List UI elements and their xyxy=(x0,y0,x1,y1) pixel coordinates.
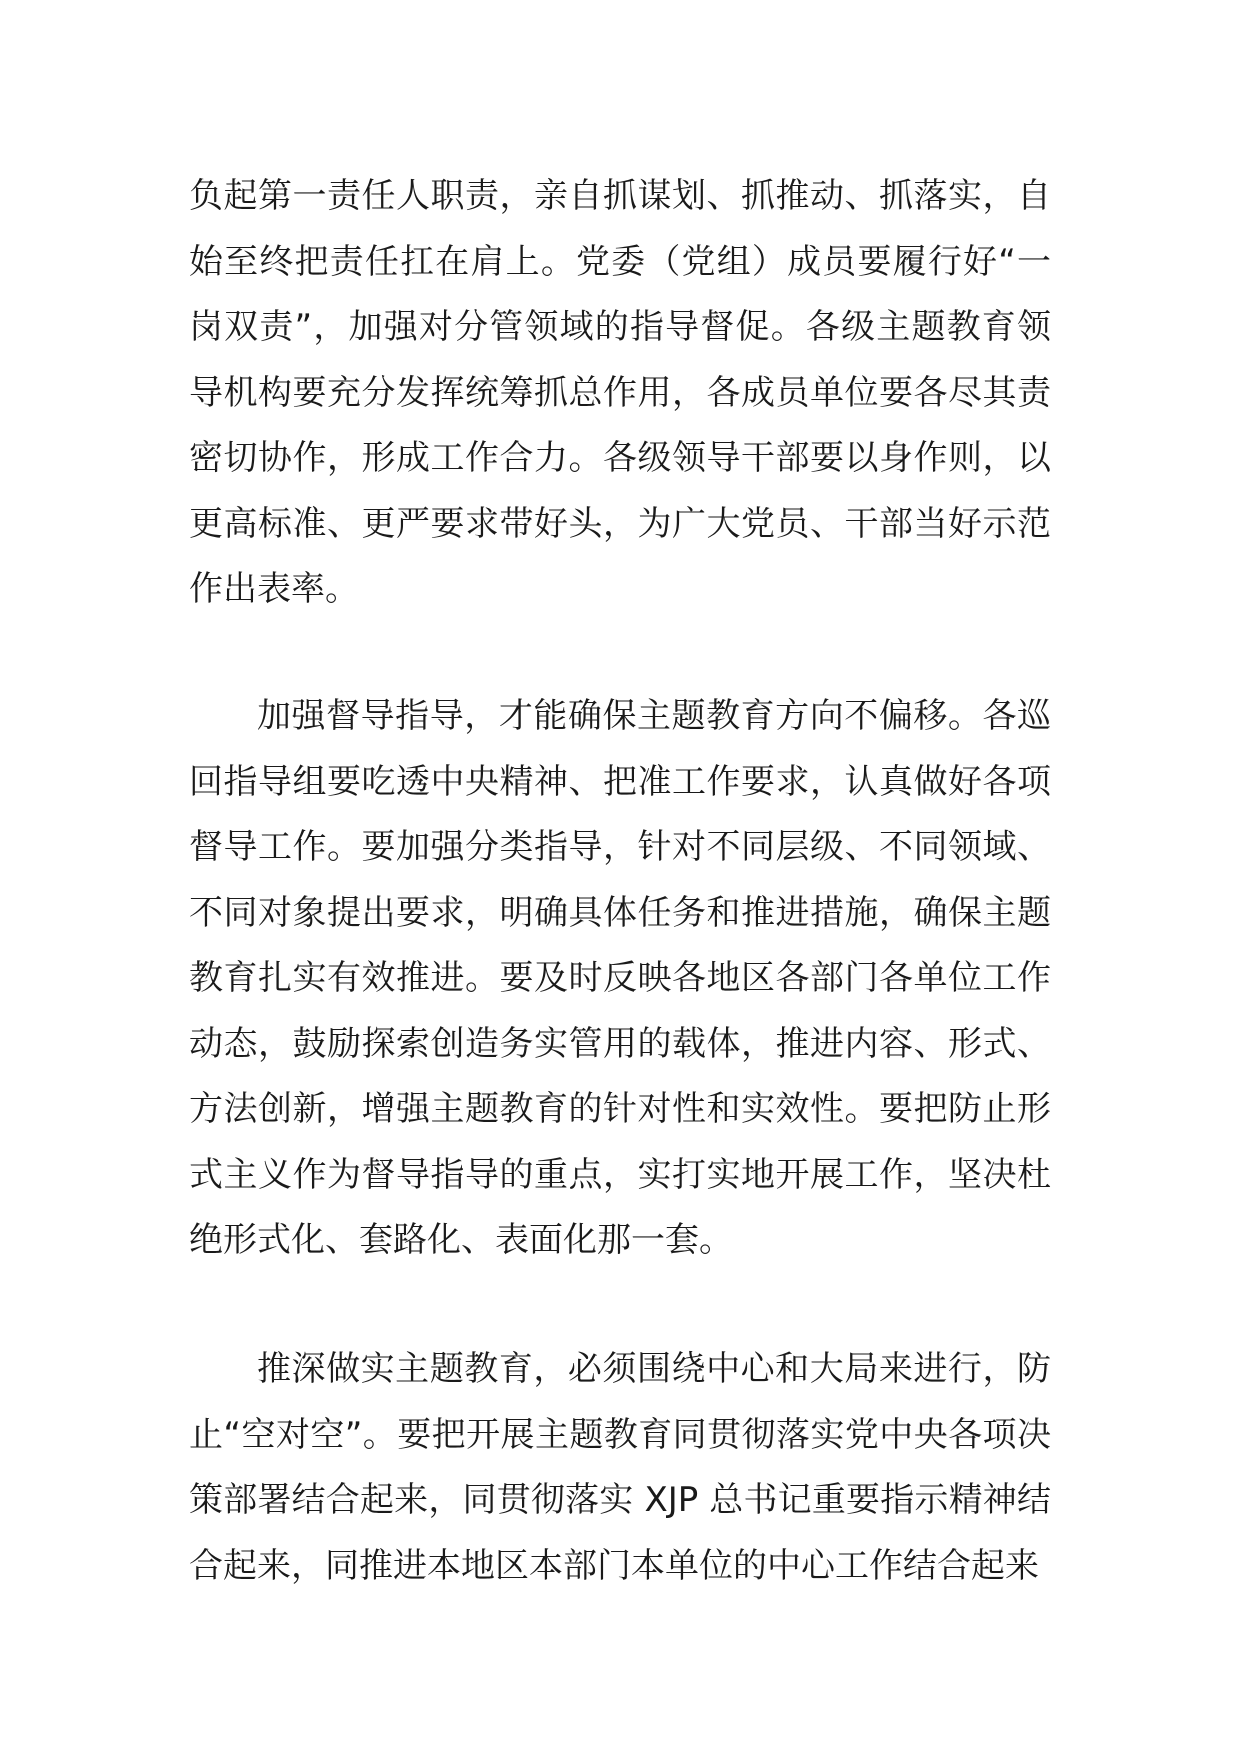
paragraph-1: 负起第一责任人职责，亲自抓谋划、抓推动、抓落实，自始至终把责任扛在肩上。党委（党组）成员要履行好“一岗双责”，加强对分管领域的指导督促。各级主题教育领导机构要充分发挥统筹抓总作用，各成员单位要各尽其责密切协作，形成工作合力。各级领导干部要以身作则，以更高标准、更严要求带好头，为广大党员、干部当好示范作出表率。 xyxy=(189,176,1051,609)
paragraph-3: 推深做实主题教育，必须围绕中心和大局来进行，防止“空对空”。要把开展主题教育同贯彻落实党中央各项决策部署结合起来，同贯彻落实 XJP 总书记重要指示精神结合起来，同推进本地区本部门本单位的中心工作结合起来 xyxy=(189,1349,1051,1586)
paragraph-2: 加强督导指导，才能确保主题教育方向不偏移。各巡回指导组要吃透中央精神、把准工作要求，认真做好各项督导工作。要加强分类指导，针对不同层级、不同领域、不同对象提出要求，明确具体任务和推进措施，确保主题教育扎实有效推进。要及时反映各地区各部门各单位工作动态，鼓励探索创造务实管用的载体，推进内容、形式、方法创新，增强主题教育的针对性和实效性。要把防止形式主义作为督导指导的重点，实打实地开展工作，坚决杜绝形式化、套路化、表面化那一套。 xyxy=(189,696,1051,1260)
